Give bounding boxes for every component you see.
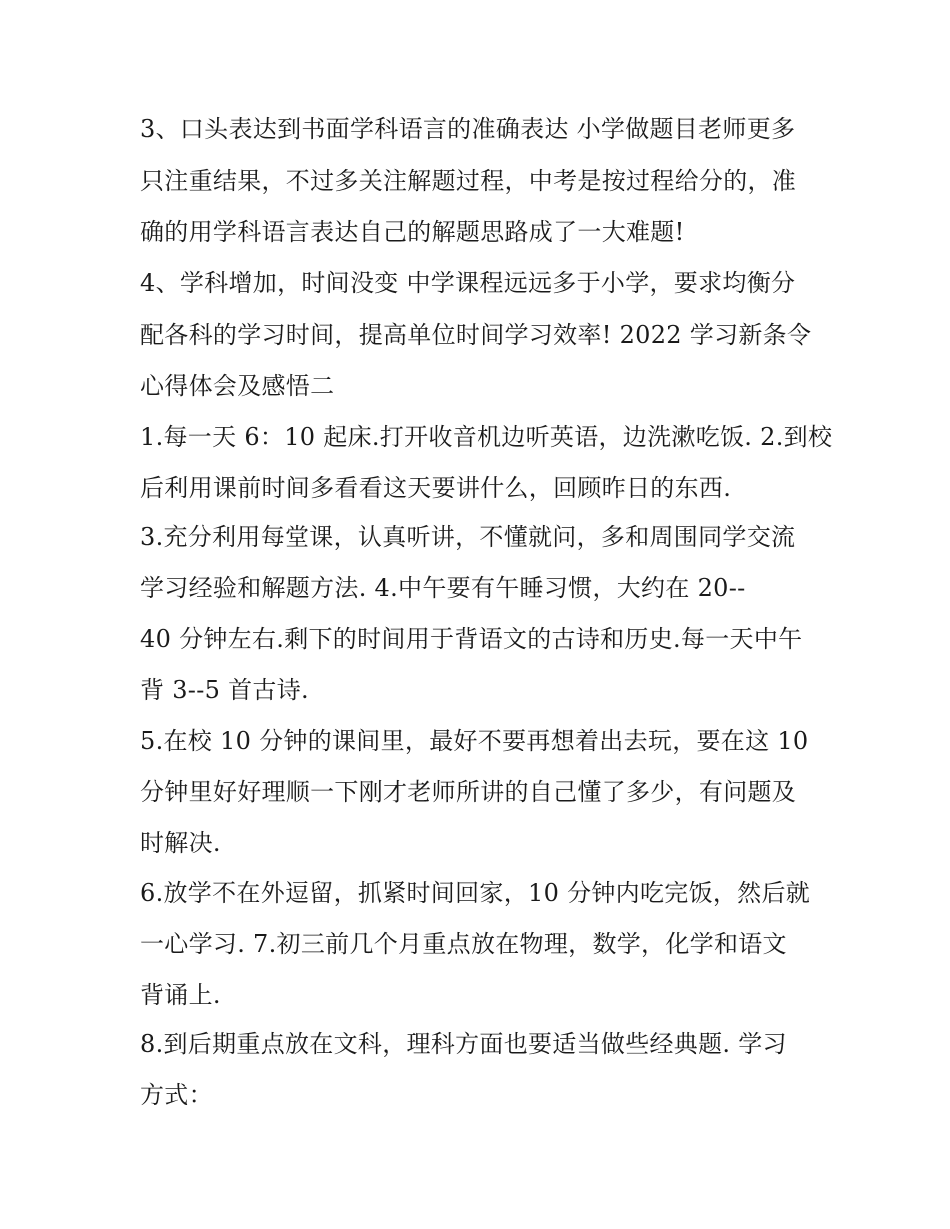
text-line: 方式： (140, 1081, 213, 1109)
text-line: 背诵上. (140, 981, 221, 1009)
text-line: 4、学科增加，时间没变 中学课程远远多于小学，要求均衡分 (140, 269, 796, 297)
text-line: 3、口头表达到书面学科语言的准确表达 小学做题目老师更多 (140, 115, 796, 143)
text-line: 分钟里好好理顺一下刚才老师所讲的自己懂了多少，有问题及 (140, 778, 797, 806)
text-line: 确的用学科语言表达自己的解题思路成了一大难题! (140, 218, 685, 246)
text-line: 5.在校 10 分钟的课间里，最好不要再想着出去玩，要在这 10 (140, 727, 809, 755)
text-line: 时解决. (140, 829, 221, 857)
text-line: 40 分钟左右.剩下的时间用于背语文的古诗和历史.每一天中午 (140, 625, 803, 653)
text-line: 3.充分利用每堂课，认真听讲，不懂就问，多和周围同学交流 (140, 523, 796, 551)
text-line: 学习经验和解题方法. 4.中午要有午睡习惯，大约在 20-- (140, 574, 746, 602)
text-line: 只注重结果，不过多关注解题过程，中考是按过程给分的，准 (140, 167, 797, 195)
text-line: 后利用课前时间多看看这天要讲什么，回顾昨日的东西. (140, 474, 732, 502)
text-line: 6.放学不在外逗留，抓紧时间回家，10 分钟内吃完饭，然后就 (140, 879, 811, 907)
text-line: 8.到后期重点放在文科，理科方面也要适当做些经典题. 学习 (140, 1030, 787, 1058)
text-line: 心得体会及感悟二 (140, 372, 335, 400)
text-line: 配各科的学习时间，提高单位时间学习效率! 2022 学习新条令 (140, 321, 812, 349)
text-line: 一心学习. 7.初三前几个月重点放在物理，数学，化学和语文 (140, 930, 787, 958)
text-line: 1.每一天 6：10 起床.打开收音机边听英语，边洗漱吃饭. 2.到校 (140, 423, 833, 451)
text-line: 背 3--5 首古诗. (140, 676, 309, 704)
